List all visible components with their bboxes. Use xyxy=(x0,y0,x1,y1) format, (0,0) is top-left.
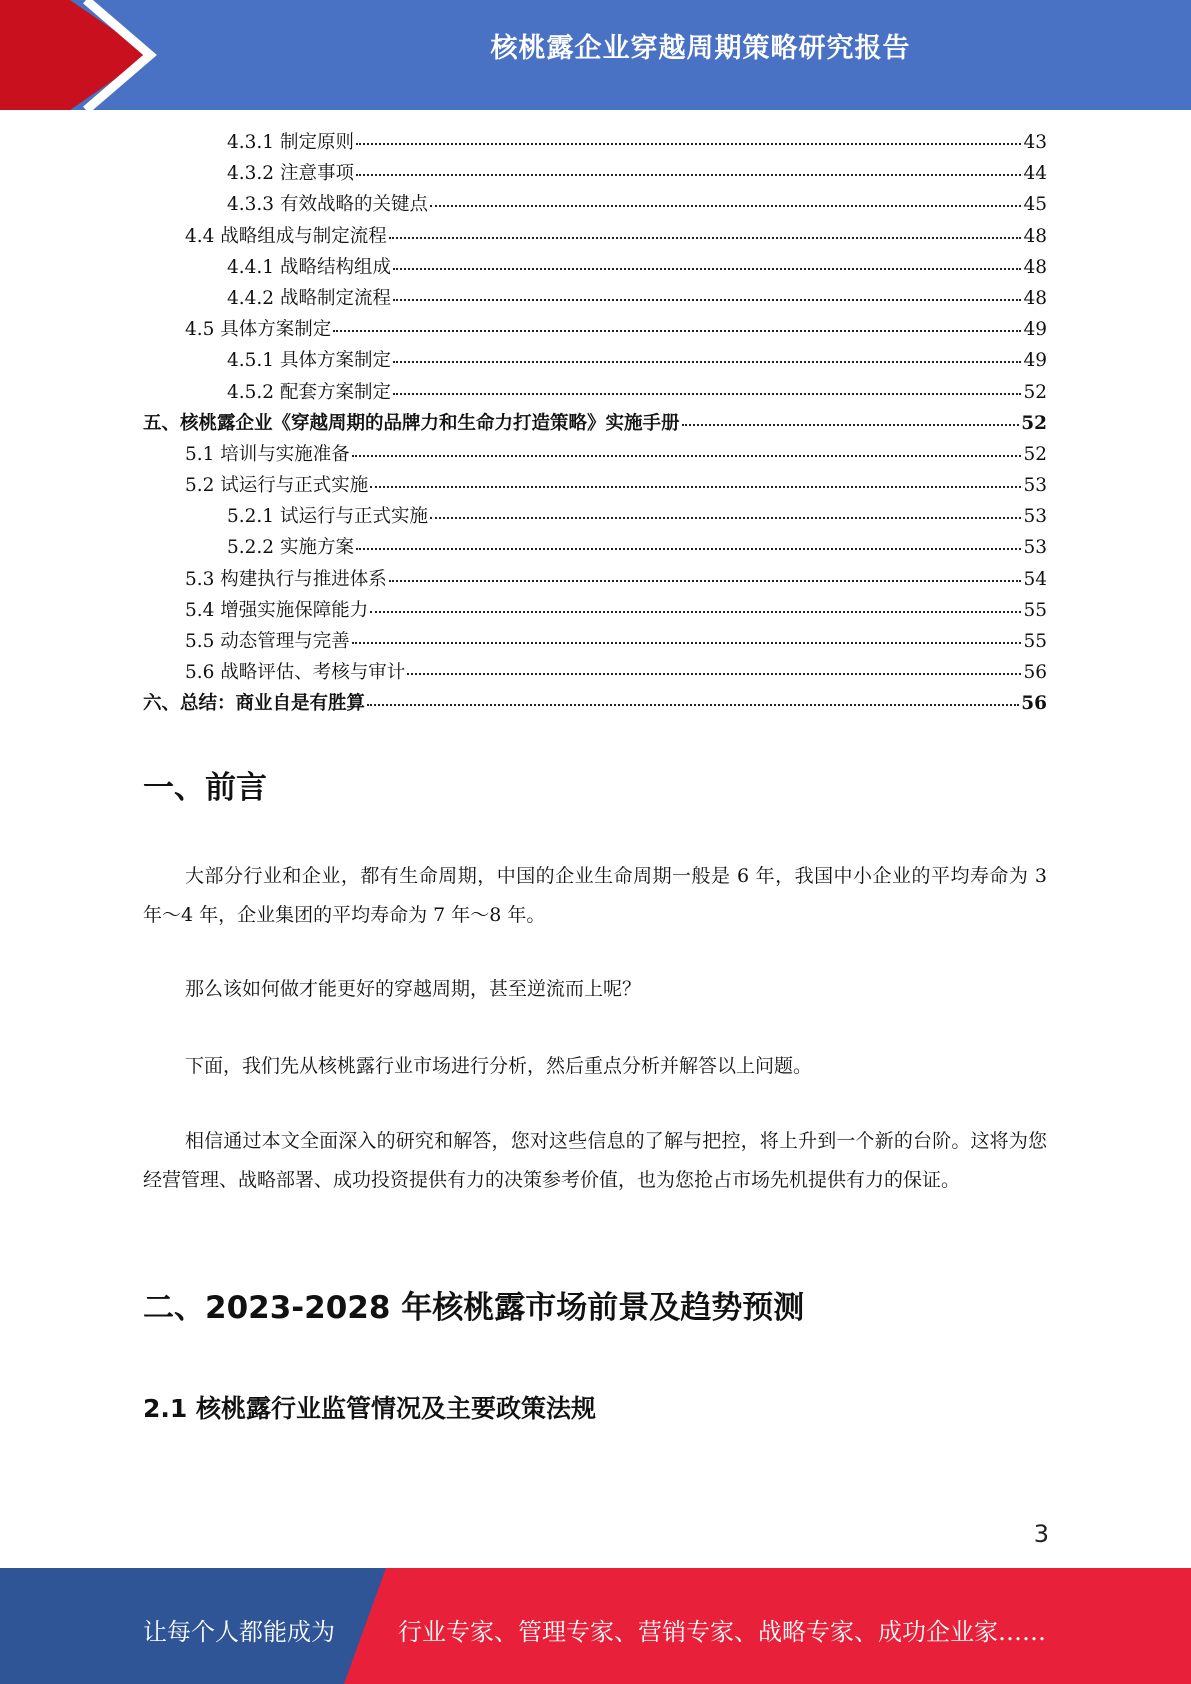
toc-entry-page: 49 xyxy=(1023,350,1047,372)
toc-dot-leader xyxy=(393,298,1021,301)
toc-dot-leader xyxy=(389,579,1022,582)
toc-dot-leader xyxy=(356,173,1022,176)
toc-entry-page: 54 xyxy=(1023,568,1047,590)
toc-dot-leader xyxy=(430,516,1021,519)
toc-entry-page: 55 xyxy=(1023,631,1047,652)
chapter-2-heading: 二、2023-2028 年核桃露市场前景及趋势预测 xyxy=(143,1290,805,1326)
toc-dot-leader xyxy=(682,423,1020,426)
toc-entry-label: 4.4.1 战略结构组成 xyxy=(227,256,391,278)
toc-dot-leader xyxy=(370,485,1021,488)
toc-dot-leader xyxy=(407,672,1021,675)
toc-entry[interactable] xyxy=(143,627,1047,658)
toc-entry-label: 4.5.1 具体方案制定 xyxy=(227,350,391,372)
toc-dot-leader xyxy=(430,204,1021,207)
toc-entry-label: 五、核桃露企业《穿越周期的品牌力和生命力打造策略》实施手册 xyxy=(143,412,680,434)
toc-entry-label: 六、总结：商业自是有胜算 xyxy=(143,693,366,715)
toc-entry[interactable] xyxy=(143,378,1047,409)
page-number: 3 xyxy=(1033,1520,1049,1548)
preface-paragraph-2: 那么该如何做才能更好的穿越周期，甚至逆流而上呢？ xyxy=(185,978,642,1000)
toc-entry[interactable] xyxy=(143,471,1047,502)
toc-entry-label: 4.5.2 配套方案制定 xyxy=(227,381,391,403)
toc-entry-label: 4.3.3 有效战略的关键点 xyxy=(227,194,428,216)
toc-entry[interactable] xyxy=(143,284,1047,315)
preface-heading: 一、前言 xyxy=(143,770,267,806)
footer-slogan-right: 行业专家、管理专家、营销专家、战略专家、成功企业家…… xyxy=(398,1618,1046,1646)
toc-entry-page: 48 xyxy=(1023,225,1047,247)
toc-entry[interactable] xyxy=(143,190,1047,221)
toc-dot-leader xyxy=(389,236,1022,239)
preface-paragraph-1: 大部分行业和企业，都有生命周期，中国的企业生命周期一般是 6 年，我国中小企业的平均寿命为 3 年～4 年，企业集团的平均寿命为 7 年～8 年。 xyxy=(143,865,1047,926)
toc-entry[interactable] xyxy=(143,440,1047,471)
toc-entry-page: 52 xyxy=(1021,412,1047,434)
toc-entry-label: 5.2 试运行与正式实施 xyxy=(185,475,369,497)
toc-entry[interactable] xyxy=(143,596,1047,627)
toc-entry[interactable] xyxy=(143,315,1047,346)
toc-entry-label: 5.2.1 试运行与正式实施 xyxy=(227,506,428,528)
toc-entry-label: 5.1 培训与实施准备 xyxy=(185,443,350,465)
toc-dot-leader xyxy=(393,360,1021,363)
table-of-contents xyxy=(143,128,1047,721)
toc-entry-label: 4.3.2 注意事项 xyxy=(227,163,354,185)
header-title: 核桃露企业穿越周期策略研究报告 xyxy=(490,33,911,64)
toc-entry[interactable] xyxy=(143,502,1047,533)
toc-dot-leader xyxy=(393,267,1021,270)
toc-entry[interactable] xyxy=(143,565,1047,596)
toc-entry[interactable] xyxy=(143,159,1047,190)
toc-entry-label: 5.3 构建执行与推进体系 xyxy=(185,568,387,590)
toc-entry-label: 4.4.2 战略制定流程 xyxy=(227,287,391,309)
toc-entry-page: 56 xyxy=(1023,662,1047,684)
toc-entry[interactable] xyxy=(143,409,1047,440)
toc-entry-label: 5.2.2 实施方案 xyxy=(227,537,354,559)
toc-entry-page: 49 xyxy=(1023,319,1047,341)
preface-paragraph-4: 相信通过本文全面深入的研究和解答，您对这些信息的了解与把控，将上升到一个新的台阶。这将为您经营管理、战略部署、成功投资提供有力的决策参考价值，也为您抢占市场先机提供有力的保证。 xyxy=(143,1130,1047,1191)
toc-entry-label: 4.4 战略组成与制定流程 xyxy=(185,225,387,247)
toc-entry-page: 48 xyxy=(1023,287,1047,309)
toc-entry[interactable] xyxy=(143,222,1047,253)
toc-entry[interactable] xyxy=(143,658,1047,689)
toc-dot-leader xyxy=(356,142,1022,145)
section-2-1-heading: 2.1 核桃露行业监管情况及主要政策法规 xyxy=(143,1394,596,1423)
toc-dot-leader xyxy=(367,703,1019,706)
toc-entry-label: 4.3.1 制定原则 xyxy=(227,132,354,153)
toc-entry[interactable] xyxy=(143,689,1047,720)
page-header xyxy=(0,0,1191,110)
toc-entry-label: 5.6 战略评估、考核与审计 xyxy=(185,662,406,684)
toc-dot-leader xyxy=(333,329,1021,332)
toc-entry-label: 4.5 具体方案制定 xyxy=(185,319,332,341)
toc-dot-leader xyxy=(352,454,1022,457)
toc-entry-label: 5.5 动态管理与完善 xyxy=(185,631,350,652)
toc-dot-leader xyxy=(356,547,1022,550)
preface-paragraph-3: 下面，我们先从核桃露行业市场进行分析，然后重点分析并解答以上问题。 xyxy=(185,1055,813,1077)
toc-entry-page: 53 xyxy=(1023,475,1047,497)
toc-entry-page: 55 xyxy=(1023,599,1047,621)
toc-entry[interactable] xyxy=(143,346,1047,377)
toc-dot-leader xyxy=(393,392,1021,395)
page-footer xyxy=(0,1568,1191,1684)
toc-entry-label: 5.4 增强实施保障能力 xyxy=(185,599,369,621)
toc-dot-leader xyxy=(370,610,1021,613)
toc-entry[interactable] xyxy=(143,253,1047,284)
toc-dot-leader xyxy=(352,641,1022,644)
toc-entry-page: 48 xyxy=(1023,256,1047,278)
toc-entry-page: 52 xyxy=(1023,443,1047,465)
toc-entry-page: 53 xyxy=(1023,506,1047,528)
toc-entry-page: 53 xyxy=(1023,537,1047,559)
toc-entry-page: 45 xyxy=(1023,194,1047,216)
toc-entry-page: 43 xyxy=(1023,132,1047,153)
toc-entry[interactable] xyxy=(143,533,1047,564)
toc-entry-page: 44 xyxy=(1023,163,1047,185)
footer-slogan-left: 让每个人都能成为 xyxy=(143,1618,335,1646)
toc-entry[interactable] xyxy=(143,128,1047,159)
toc-entry-page: 56 xyxy=(1021,693,1047,715)
toc-entry-page: 52 xyxy=(1023,381,1047,403)
